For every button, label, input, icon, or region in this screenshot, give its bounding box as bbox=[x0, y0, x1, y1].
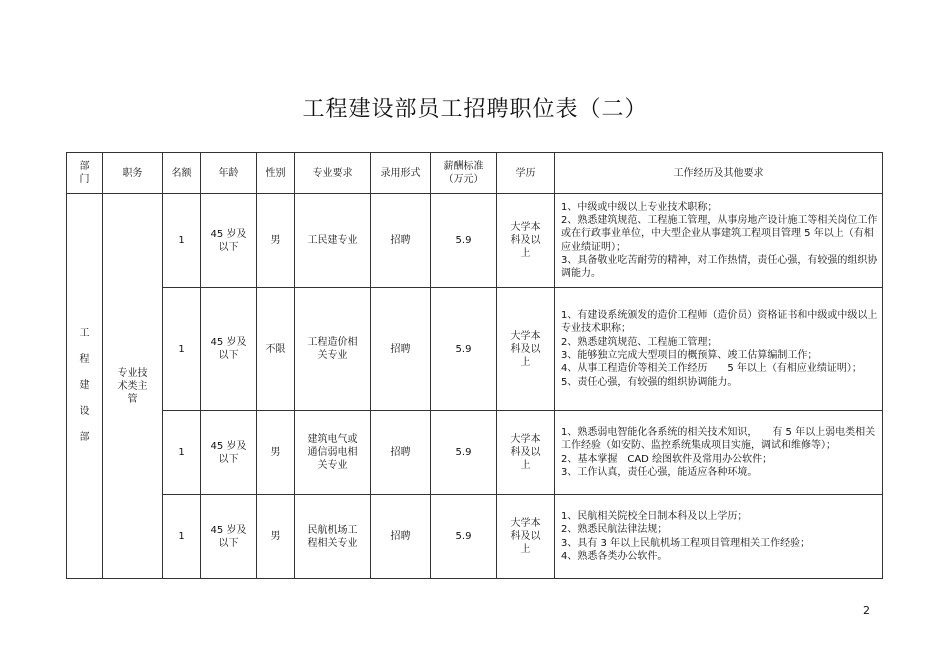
education-cell: 大学本 科及以 上 bbox=[497, 194, 555, 288]
table-header-row bbox=[67, 153, 883, 194]
header-form: 录用形式 bbox=[371, 153, 431, 194]
table-row bbox=[67, 194, 883, 288]
major-cell: 工程造价相 关专业 bbox=[295, 288, 371, 411]
form-cell: 招聘 bbox=[371, 495, 431, 579]
salary-cell: 5.9 bbox=[431, 288, 497, 411]
page-title: 工程建设部员工招聘职位表（二） bbox=[302, 97, 648, 122]
salary-cell: 5.9 bbox=[431, 411, 497, 495]
age-cell: 45 岁及 以下 bbox=[201, 194, 257, 288]
header-education: 学历 bbox=[497, 153, 555, 194]
position-cell: 专业技 术类主 管 bbox=[103, 194, 163, 579]
education-cell: 大学本 科及以 上 bbox=[497, 495, 555, 579]
education-cell: 大学本 科及以 上 bbox=[497, 288, 555, 411]
form-cell: 招聘 bbox=[371, 288, 431, 411]
form-cell: 招聘 bbox=[371, 194, 431, 288]
header-major: 专业要求 bbox=[295, 153, 371, 194]
age-cell: 45 岁及 以下 bbox=[201, 288, 257, 411]
header-department: 部 门 bbox=[67, 153, 103, 194]
salary-cell: 5.9 bbox=[431, 194, 497, 288]
table-row bbox=[67, 411, 883, 495]
age-cell: 45 岁及 以下 bbox=[201, 411, 257, 495]
requirements-cell: 1、民航相关院校全日制本科及以上学历； 2、熟悉民航法律法规； 3、具有 3 年以上民航机场工程项目管理相关工作经验； 4、熟悉各类办公软件。 bbox=[555, 495, 883, 579]
requirements-cell: 1、中级或中级以上专业技术职称； 2、熟悉建筑规范、工程施工管理，从事房地产设计施工等相关岗位工作或在行政事业单位，中大型企业从事建筑工程项目管理 5 年以上（有相应业绩证明）； 3、具备敬业吃苦耐劳的精神，对工作热情，责任心强，有较强的组织协调能力。 bbox=[555, 194, 883, 288]
age-cell: 45 岁及 以下 bbox=[201, 495, 257, 579]
table-row bbox=[67, 288, 883, 411]
quota-cell: 1 bbox=[163, 411, 201, 495]
gender-cell: 男 bbox=[257, 495, 295, 579]
form-cell: 招聘 bbox=[371, 411, 431, 495]
requirements-cell: 1、有建设系统颁发的造价工程师（造价员）资格证书和中级或中级以上专业技术职称； 2、熟悉建筑规范、工程施工管理； 3、能够独立完成大型项目的概预算、竣工估算编制工作； 4、从事工程造价等相关工作经历 5 年以上（有相应业绩证明）； 5、责任心强，有较强的组织协调能力。 bbox=[555, 288, 883, 411]
salary-cell: 5.9 bbox=[431, 495, 497, 579]
header-salary: 薪酬标准 （万元） bbox=[431, 153, 497, 194]
recruitment-table bbox=[66, 152, 883, 579]
education-cell: 大学本 科及以 上 bbox=[497, 411, 555, 495]
requirements-cell: 1、熟悉弱电智能化各系统的相关技术知识， 有 5 年以上弱电类相关工作经验（如安防、监控系统集成项目实施，调试和维修等）； 2、基本掌握 CAD 绘图软件及常用办公软件； 3、工作认真，责任心强，能适应各种环境。 bbox=[555, 411, 883, 495]
gender-cell: 不限 bbox=[257, 288, 295, 411]
header-position: 职务 bbox=[103, 153, 163, 194]
quota-cell: 1 bbox=[163, 288, 201, 411]
header-requirements: 工作经历及其他要求 bbox=[555, 153, 883, 194]
header-quota: 名额 bbox=[163, 153, 201, 194]
department-cell: 工 程 建 设 部 bbox=[67, 194, 103, 579]
gender-cell: 男 bbox=[257, 411, 295, 495]
quota-cell: 1 bbox=[163, 495, 201, 579]
header-age: 年龄 bbox=[201, 153, 257, 194]
table-row bbox=[67, 495, 883, 579]
header-gender: 性别 bbox=[257, 153, 295, 194]
major-cell: 建筑电气或 通信弱电相 关专业 bbox=[295, 411, 371, 495]
page-number: 2 bbox=[863, 604, 870, 617]
quota-cell: 1 bbox=[163, 194, 201, 288]
gender-cell: 男 bbox=[257, 194, 295, 288]
major-cell: 工民建专业 bbox=[295, 194, 371, 288]
major-cell: 民航机场工 程相关专业 bbox=[295, 495, 371, 579]
